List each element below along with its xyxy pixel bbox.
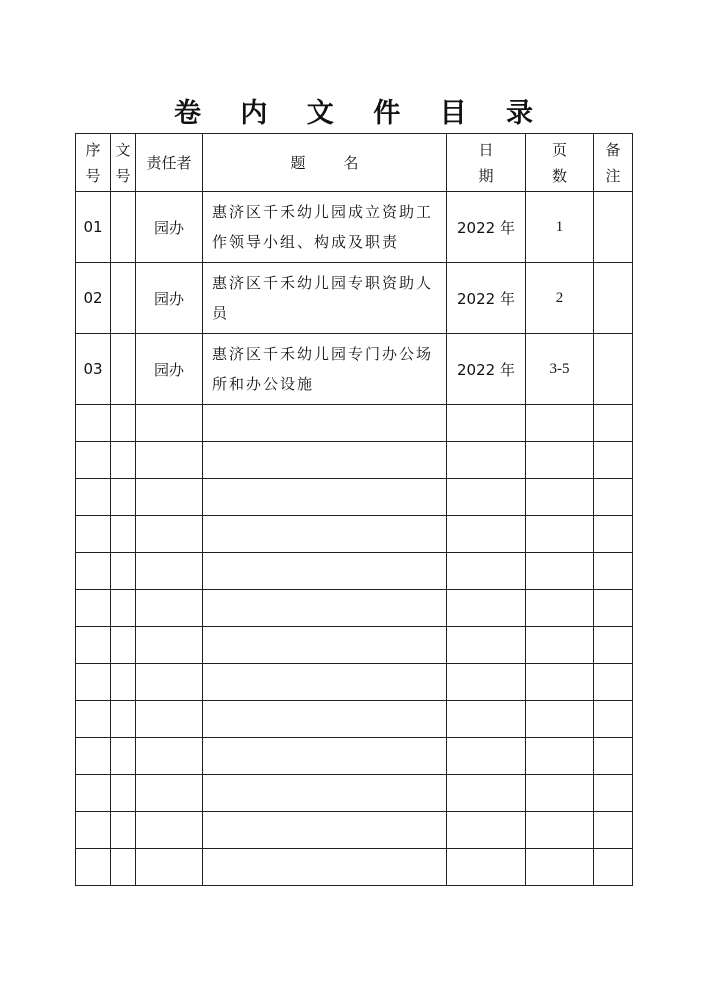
- cell-pages: 1: [526, 192, 594, 263]
- empty-cell: [203, 442, 447, 479]
- empty-cell: [111, 738, 136, 775]
- empty-cell: [76, 627, 111, 664]
- empty-cell: [111, 442, 136, 479]
- empty-cell: [76, 516, 111, 553]
- empty-cell: [447, 479, 526, 516]
- empty-row: [76, 590, 633, 627]
- empty-cell: [203, 405, 447, 442]
- cell-date: 2022 年: [447, 192, 526, 263]
- cell-doc-no: [111, 263, 136, 334]
- empty-cell: [136, 849, 203, 886]
- empty-cell: [136, 405, 203, 442]
- empty-cell: [76, 553, 111, 590]
- empty-cell: [447, 812, 526, 849]
- empty-cell: [526, 442, 594, 479]
- empty-cell: [447, 627, 526, 664]
- cell-seq: 02: [76, 263, 111, 334]
- empty-cell: [526, 553, 594, 590]
- empty-row: [76, 553, 633, 590]
- empty-cell: [447, 849, 526, 886]
- empty-cell: [526, 627, 594, 664]
- empty-cell: [76, 664, 111, 701]
- empty-cell: [136, 738, 203, 775]
- empty-cell: [526, 405, 594, 442]
- cell-date: 2022 年: [447, 334, 526, 405]
- empty-cell: [136, 664, 203, 701]
- header-remarks: 备 注: [594, 134, 633, 192]
- empty-cell: [447, 738, 526, 775]
- empty-cell: [447, 516, 526, 553]
- table-row: [76, 263, 633, 334]
- empty-cell: [526, 479, 594, 516]
- empty-cell: [447, 664, 526, 701]
- cell-seq: 03: [76, 334, 111, 405]
- empty-cell: [76, 738, 111, 775]
- empty-cell: [526, 849, 594, 886]
- empty-cell: [203, 516, 447, 553]
- empty-cell: [136, 775, 203, 812]
- empty-cell: [136, 516, 203, 553]
- empty-cell: [136, 701, 203, 738]
- empty-cell: [447, 405, 526, 442]
- cell-remarks: [594, 192, 633, 263]
- empty-cell: [136, 553, 203, 590]
- empty-cell: [111, 590, 136, 627]
- header-date: 日 期: [447, 134, 526, 192]
- empty-cell: [76, 590, 111, 627]
- empty-row: [76, 849, 633, 886]
- header-row: [76, 134, 633, 192]
- empty-cell: [447, 775, 526, 812]
- empty-cell: [76, 849, 111, 886]
- cell-pages: 2: [526, 263, 594, 334]
- header-seq: 序 号: [76, 134, 111, 192]
- cell-responsible: 园办: [136, 263, 203, 334]
- empty-cell: [526, 738, 594, 775]
- empty-cell: [203, 664, 447, 701]
- empty-cell: [594, 812, 633, 849]
- empty-cell: [111, 701, 136, 738]
- empty-cell: [594, 590, 633, 627]
- cell-responsible: 园办: [136, 334, 203, 405]
- cell-subject: 惠济区千禾幼儿园成立资助工作领导小组、构成及职责: [203, 192, 447, 263]
- empty-cell: [111, 479, 136, 516]
- cell-subject: 惠济区千禾幼儿园专职资助人员: [203, 263, 447, 334]
- empty-row: [76, 405, 633, 442]
- empty-cell: [594, 442, 633, 479]
- empty-cell: [447, 442, 526, 479]
- empty-cell: [111, 849, 136, 886]
- empty-cell: [594, 627, 633, 664]
- page-title: 卷 内 文 件 目 录: [174, 98, 548, 129]
- cell-seq: 01: [76, 192, 111, 263]
- empty-cell: [76, 479, 111, 516]
- empty-cell: [136, 590, 203, 627]
- empty-cell: [447, 701, 526, 738]
- empty-cell: [203, 590, 447, 627]
- empty-cell: [594, 553, 633, 590]
- empty-cell: [203, 812, 447, 849]
- cell-responsible: 园办: [136, 192, 203, 263]
- empty-cell: [203, 553, 447, 590]
- empty-cell: [594, 405, 633, 442]
- empty-row: [76, 664, 633, 701]
- empty-cell: [111, 405, 136, 442]
- empty-cell: [111, 775, 136, 812]
- header-doc-no: 文 号: [111, 134, 136, 192]
- empty-cell: [526, 664, 594, 701]
- empty-row: [76, 701, 633, 738]
- table-row: [76, 334, 633, 405]
- empty-cell: [526, 516, 594, 553]
- empty-cell: [76, 442, 111, 479]
- empty-cell: [526, 590, 594, 627]
- empty-cell: [526, 701, 594, 738]
- empty-cell: [111, 664, 136, 701]
- empty-cell: [136, 442, 203, 479]
- empty-cell: [111, 812, 136, 849]
- empty-cell: [111, 627, 136, 664]
- empty-cell: [203, 479, 447, 516]
- cell-doc-no: [111, 334, 136, 405]
- empty-cell: [203, 701, 447, 738]
- empty-cell: [203, 775, 447, 812]
- empty-row: [76, 812, 633, 849]
- empty-row: [76, 479, 633, 516]
- empty-cell: [111, 553, 136, 590]
- empty-cell: [76, 812, 111, 849]
- empty-cell: [136, 812, 203, 849]
- empty-cell: [76, 775, 111, 812]
- cell-pages: 3-5: [526, 334, 594, 405]
- cell-remarks: [594, 263, 633, 334]
- empty-cell: [76, 405, 111, 442]
- empty-cell: [136, 627, 203, 664]
- header-responsible: 责任者: [136, 134, 203, 192]
- header-subject: 题名: [203, 134, 447, 192]
- empty-cell: [447, 553, 526, 590]
- empty-cell: [203, 627, 447, 664]
- empty-cell: [526, 775, 594, 812]
- empty-cell: [111, 516, 136, 553]
- cell-doc-no: [111, 192, 136, 263]
- empty-cell: [203, 849, 447, 886]
- empty-cell: [526, 812, 594, 849]
- table-row: [76, 192, 633, 263]
- empty-cell: [594, 849, 633, 886]
- cell-subject: 惠济区千禾幼儿园专门办公场所和办公设施: [203, 334, 447, 405]
- empty-cell: [594, 701, 633, 738]
- empty-row: [76, 516, 633, 553]
- empty-row: [76, 627, 633, 664]
- empty-cell: [594, 516, 633, 553]
- empty-cell: [594, 479, 633, 516]
- empty-row: [76, 442, 633, 479]
- cell-remarks: [594, 334, 633, 405]
- empty-row: [76, 775, 633, 812]
- empty-cell: [203, 738, 447, 775]
- file-catalog-table: [75, 133, 633, 886]
- empty-cell: [447, 590, 526, 627]
- cell-date: 2022 年: [447, 263, 526, 334]
- empty-cell: [76, 701, 111, 738]
- empty-cell: [594, 664, 633, 701]
- header-pages: 页 数: [526, 134, 594, 192]
- empty-cell: [594, 738, 633, 775]
- empty-cell: [594, 775, 633, 812]
- empty-cell: [136, 479, 203, 516]
- empty-row: [76, 738, 633, 775]
